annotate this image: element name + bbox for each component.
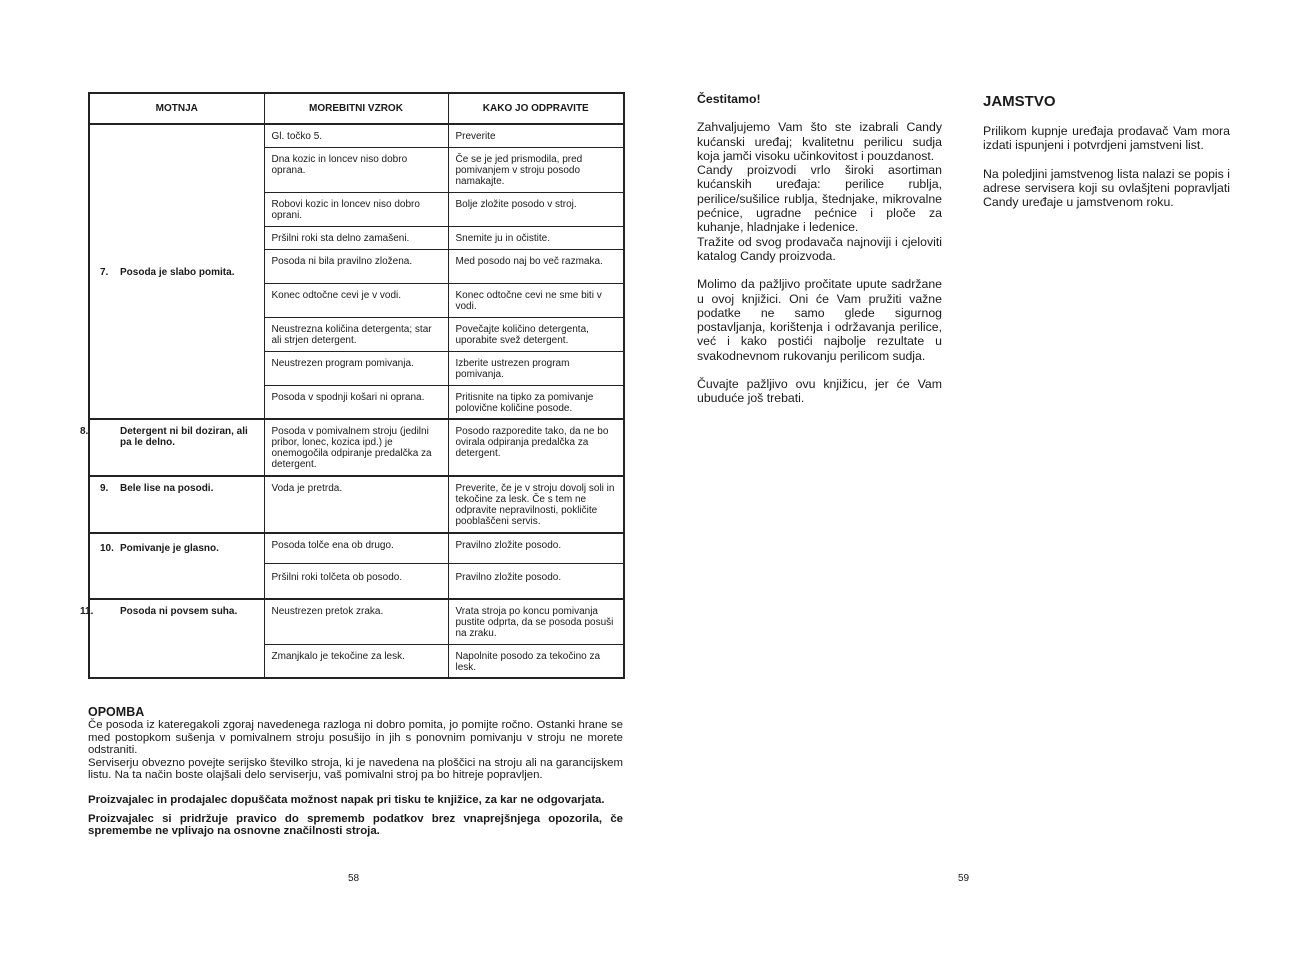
problem-number: 7. (100, 267, 109, 278)
cause-cell: Robovi kozic in loncev niso dobro oprani. (264, 192, 448, 226)
cause-cell: Konec odtočne cevi je v vodi. (264, 283, 448, 317)
fix-cell: Med posodo naj bo več razmaka. (448, 249, 624, 283)
note-paragraph: Serviserju obvezno povejte serijsko številko stroja, ki je navedena na ploščici na stroju ali na garancijskem listu. Na ta način boste olajšali delo serviserju, vaš pomivalni stroj pa bo hitreje popravljen. (88, 756, 623, 782)
header-remedy: KAKO JO ODPRAVITE (448, 93, 624, 124)
congrats-paragraph: Zahvaljujemo Vam što ste izabrali Candy kućanski uređaj; kvalitetnu perilicu sudja koja jamči visoku učinkovitost i pouzdanost. (697, 120, 942, 163)
page-number-right: 59 (958, 873, 970, 884)
problem-number: 11. (80, 606, 94, 617)
disclaimer-changes: Proizvajalec si pridržuje pravico do sprememb podatkov brez vnaprejšnjega opozorila, če spremembe ne vplivajo na osnovne značilnosti stroja. (88, 812, 623, 837)
table-row (89, 419, 624, 476)
problem-number: 10. (100, 543, 114, 554)
table-row (89, 533, 624, 563)
fix-cell: Snemite ju in očistite. (448, 226, 624, 249)
fix-cell: Konec odtočne cevi ne sme biti v vodi. (448, 283, 624, 317)
fix-cell: Izberite ustrezen program pomivanja. (448, 351, 624, 385)
congratulations-section (697, 92, 942, 420)
cause-cell: Gl. točko 5. (264, 124, 448, 147)
problem-text: Bele lise na posodi. (120, 483, 214, 494)
problem-cell (89, 124, 264, 419)
cause-cell: Pršilni roki tolčeta ob posodo. (264, 563, 448, 599)
problem-number: 8. (80, 426, 89, 437)
fix-cell: Preverite, če je v stroju dovolj soli in tekočine za lesk. Če s tem ne odpravite nepravilnosti, pokličite pooblaščeni servis. (448, 476, 624, 533)
cause-cell: Zmanjkalo je tekočine za lesk. (264, 644, 448, 678)
fix-cell: Bolje zložite posodo v stroj. (448, 192, 624, 226)
cause-cell: Pršilni roki sta delno zamašeni. (264, 226, 448, 249)
congrats-paragraph: Candy proizvodi vrlo široki asortiman kućanskih uređaja: perilice rublja, perilice/sušilice rublja, štednjake, mikrovalne pećnice, ugradne pećnice i ploče za kuhanje, hladnjake i ledenice. (697, 163, 942, 235)
cause-cell: Voda je pretrda. (264, 476, 448, 533)
problem-text: Pomivanje je glasno. (120, 543, 219, 554)
problem-text: Posoda ni povsem suha. (120, 606, 238, 617)
cause-cell: Posoda v spodnji košari ni oprana. (264, 385, 448, 419)
warranty-paragraph: Na poledjini jamstvenog lista nalazi se popis i adrese servisera koji su ovlašjteni popravljati Candy uređaje u jamstvenom roku. (983, 166, 1230, 210)
note-paragraph: Če posoda iz kateregakoli zgoraj navedenega razloga ni dobro pomita, jo pomijte ročno. Ostanki hrane se med postopkom sušenja v pomivalnem stroju posušijo in jih s ponovnim pomivanju v stroju ne morete odstraniti. (88, 719, 623, 757)
page-number-left: 58 (348, 873, 360, 884)
problem-text: Posoda je slabo pomita. (120, 267, 235, 278)
problem-cell (80, 599, 264, 678)
fix-cell: Vrata stroja po koncu pomivanja pustite odprta, da se posoda posuši na zraku. (448, 599, 624, 644)
cause-cell: Neustrezen program pomivanja. (264, 351, 448, 385)
fix-cell: Pritisnite na tipko za pomivanje polovične količine posode. (448, 385, 624, 419)
cause-cell: Posoda ni bila pravilno zložena. (264, 249, 448, 283)
problem-cell (89, 476, 264, 533)
cause-cell: Dna kozic in loncev niso dobro oprana. (264, 147, 448, 192)
table-header-row (89, 93, 624, 124)
warranty-title: JAMSTVO (983, 93, 1056, 110)
table-row (89, 599, 624, 644)
congratulations-title: Čestitamo! (697, 92, 761, 106)
header-cause: MOREBITNI VZROK (264, 93, 448, 124)
warranty-section (983, 93, 1230, 223)
congrats-paragraph: Čuvajte pažljivo ovu knjižicu, jer će Vam ubuduće još trebati. (697, 377, 942, 406)
problem-number: 9. (100, 483, 109, 494)
cause-cell: Posoda tolče ena ob drugo. (264, 533, 448, 563)
troubleshooting-table (80, 92, 625, 679)
fix-cell: Posodo razporedite tako, da ne bo ovirala odpiranja predalčka za detergent. (448, 419, 624, 476)
table-row (89, 124, 624, 147)
problem-text: Detergent ni bil doziran, ali pa le delno. (120, 426, 248, 448)
fix-cell: Napolnite posodo za tekočino za lesk. (448, 644, 624, 678)
cause-cell: Neustrezna količina detergenta; star ali strjen detergent. (264, 317, 448, 351)
fix-cell: Preverite (448, 124, 624, 147)
note-title: OPOMBA (88, 705, 145, 719)
fix-cell: Pravilno zložite posodo. (448, 563, 624, 599)
note-section (88, 706, 623, 837)
cause-cell: Neustrezen pretok zraka. (264, 599, 448, 644)
disclaimer-print: Proizvajalec in prodajalec dopuščata možnost napak pri tisku te knjižice, za kar ne odgovarjata. (88, 793, 605, 806)
fix-cell: Povečajte količino detergenta, uporabite svež detergent. (448, 317, 624, 351)
congrats-paragraph: Tražite od svog prodavača najnoviji i cjeloviti katalog Candy proizvoda. (697, 234, 942, 263)
problem-cell (80, 419, 264, 476)
warranty-paragraph: Prilikom kupnje uređaja prodavač Vam mora izdati ispunjeni i potvrdjeni jamstveni list. (983, 124, 1230, 153)
fix-cell: Pravilno zložite posodo. (448, 533, 624, 563)
table-row (89, 476, 624, 533)
problem-cell (89, 533, 264, 599)
fix-cell: Če se je jed prismodila, pred pomivanjem v stroju posodo namakajte. (448, 147, 624, 192)
cause-cell: Posoda v pomivalnem stroju (jedilni pribor, lonec, kozica ipd.) je onemogočila odpiranje predalčka za detergent. (264, 419, 448, 476)
congrats-paragraph: Molimo da pažljivo pročitate upute sadržane u ovoj knjižici. Oni će Vam pružiti važne podatke ne samo glede sigurnog postavljanja, korištenja i održavanja perilice, već i kako postići najbolje rezultate u svakodnevnom rukovanju perilicom sudja. (697, 277, 942, 363)
header-fault: MOTNJA (89, 93, 264, 124)
